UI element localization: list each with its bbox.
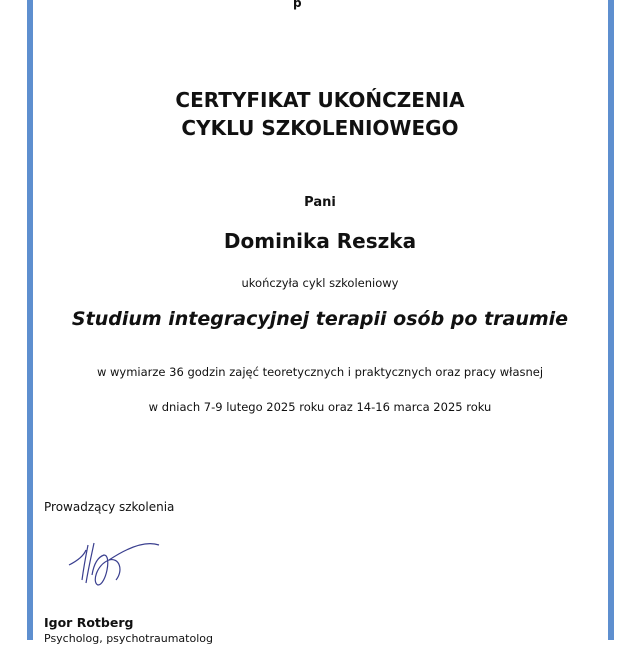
signature-image xyxy=(64,535,174,605)
salutation: Pani xyxy=(304,195,336,210)
recipient-name: Dominika Reszka xyxy=(223,229,417,253)
hours-text: w wymiarze 36 godzin zajęć teoretycznych i praktycznych oraz pracy własnej xyxy=(96,365,544,379)
instructor-role: Psycholog, psychotraumatolog xyxy=(44,632,213,645)
header-fragment: p xyxy=(293,0,302,10)
instructor-name: Igor Rotberg xyxy=(44,615,134,630)
completed-text: ukończyła cykl szkoleniowy xyxy=(241,276,399,290)
title-line-2: CYKLU SZKOLENIOWEGO xyxy=(181,116,459,140)
course-name: Studium integracyjnej terapii osób po traumie xyxy=(71,308,569,330)
title-line-1: CERTYFIKAT UKOŃCZENIA xyxy=(175,88,465,112)
certificate-title xyxy=(0,86,640,142)
instructor-label: Prowadzący szkolenia xyxy=(44,500,175,514)
dates-text: w dniach 7-9 lutego 2025 roku oraz 14-16 marca 2025 roku xyxy=(148,400,492,414)
